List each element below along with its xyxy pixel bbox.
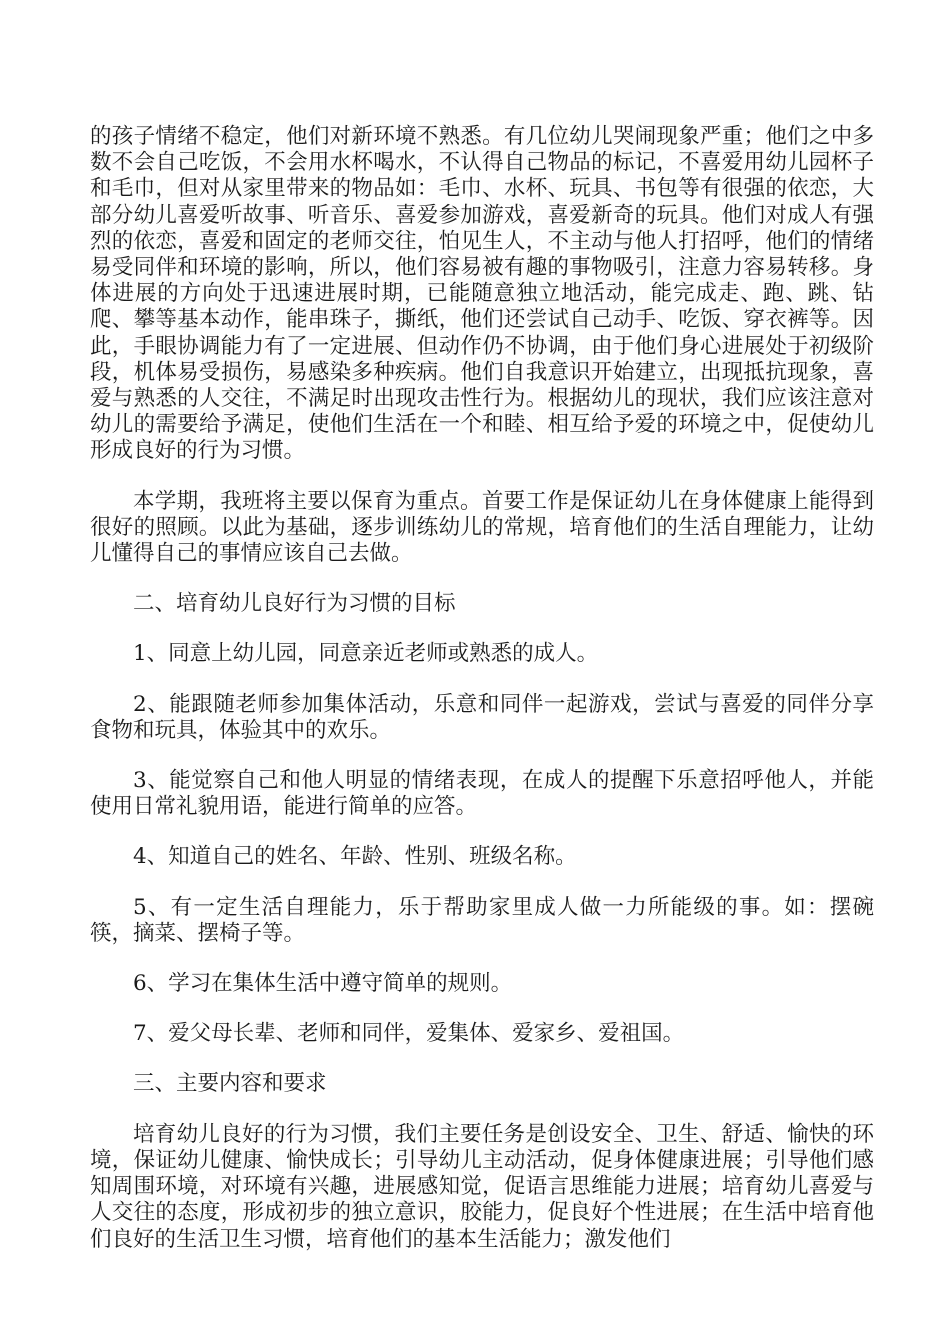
section-heading-goals: 二、培育幼儿良好行为习惯的目标 <box>133 591 456 617</box>
goal-item-6: 6、学习在集体生活中遵守简单的规则。 <box>133 971 513 997</box>
goal-item-2: 2、能跟随老师参加集体活动，乐意和同伴一起游戏，尝试与喜爱的同伴分享食物和玩具，体验其中的欢乐。 <box>90 691 874 743</box>
goal-item-4: 4、知道自己的姓名、年龄、性别、班级名称。 <box>133 844 577 870</box>
goal-item-1: 1、同意上幼儿园，同意亲近老师或熟悉的成人。 <box>133 641 599 667</box>
document-body <box>90 124 874 1277</box>
paragraph-intro-continued: 的孩子情绪不稳定，他们对新环境不熟悉。有几位幼儿哭闹现象严重；他们之中多数不会自己吃饭，不会用水杯喝水，不认得自己物品的标记，不喜爱用幼儿园杯子和毛巾，但对从家里带来的物品如：毛巾、水杯、玩具、书包等有很强的依恋，大部分幼儿喜爱听故事、听音乐、喜爱参加游戏，喜爱新奇的玩具。他们对成人有强烈的依恋，喜爱和固定的老师交往，怕见生人，不主动与他人打招呼，他们的情绪易受同伴和环境的影响，所以，他们容易被有趣的事物吸引，注意力容易转移。身体进展的方向处于迅速进展时期，已能随意独立地活动，能完成走、跑、跳、钻爬、攀等基本动作，能串珠子，撕纸，他们还尝试自己动手、吃饭、穿衣裤等。因此，手眼协调能力有了一定进展、但动作仍不协调，由于他们身心进展处于初级阶段，机体易受损伤，易感染多种疾病。他们自我意识开始建立，出现抵抗现象，喜爱与熟悉的人交往，不满足时出现攻击性行为。根据幼儿的现状，我们应该注意对幼儿的需要给予满足，使他们生活在一个和睦、相互给予爱的环境之中，促使幼儿形成良好的行为习惯。 <box>90 124 874 464</box>
goal-item-5: 5、有一定生活自理能力，乐于帮助家里成人做一力所能级的事。如：摆碗筷，摘菜、摆椅子等。 <box>90 894 874 946</box>
paragraph-semester-focus: 本学期，我班将主要以保育为重点。首要工作是保证幼儿在身体健康上能得到很好的照顾。以此为基础，逐步训练幼儿的常规，培育他们的生活自理能力，让幼儿懂得自己的事情应该自己去做。 <box>90 488 874 567</box>
section-heading-content: 三、主要内容和要求 <box>133 1071 327 1097</box>
paragraph-content-requirements: 培育幼儿良好的行为习惯，我们主要任务是创设安全、卫生、舒适、愉快的环境，保证幼儿健康、愉快成长；引导幼儿主动活动，促身体健康进展；引导他们感知周围环境，对环境有兴趣，进展感知觉，促语言思维能力进展；培育幼儿喜爱与人交往的态度，形成初步的独立意识，胶能力，促良好个性进展；在生活中培育他们良好的生活卫生习惯，培育他们的基本生活能力；激发他们 <box>90 1121 874 1252</box>
goal-item-3: 3、能觉察自己和他人明显的情绪表现，在成人的提醒下乐意招呼他人，并能使用日常礼貌用语，能进行简单的应答。 <box>90 768 874 820</box>
goal-item-7: 7、爱父母长辈、老师和同伴，爱集体、爱家乡、爱祖国。 <box>133 1021 685 1047</box>
